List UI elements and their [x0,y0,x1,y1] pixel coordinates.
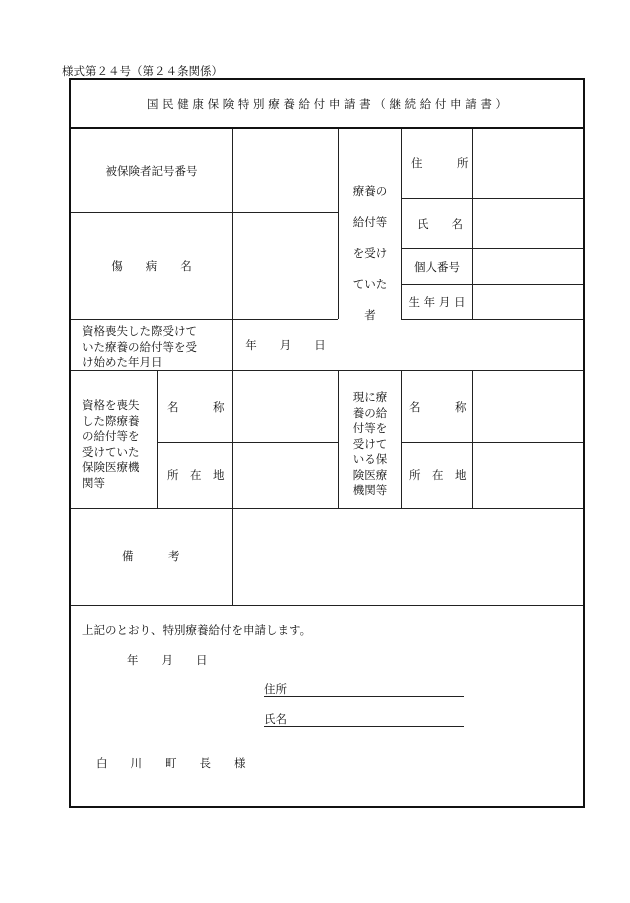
recipient-header-line: ていた [352,277,388,291]
prev-institution-label-line: した際療養 [82,413,140,428]
prev-institution-name-field[interactable] [233,371,337,441]
applicant-name-label: 氏名 [264,712,287,726]
insured-number-label: 被保険者記号番号 [105,163,198,178]
addressee: 白 川 町 長 様 [96,756,246,770]
personal-number-label: 個人番号 [414,259,460,274]
recipient-header-line: を受け [352,246,388,260]
birth-date-field[interactable] [473,285,582,318]
injury-name-label: 傷 病 名 [111,259,192,273]
grid-line [401,319,583,320]
prev-institution-label-line: の給付等を [82,429,140,443]
prev-institution-name-label: 名 称 [167,400,225,414]
injury-name-field[interactable] [233,213,337,318]
remarks-label: 備 考 [122,549,180,563]
grid-line [157,370,158,508]
recipient-header-line: 給付等 [352,215,388,229]
loss-date-label [82,324,197,371]
current-institution-label [339,390,401,499]
insured-number-field[interactable] [233,130,337,211]
loss-date-label-line: け始めた年月日 [82,355,163,369]
current-institution-label-line: 養の給 [352,405,388,420]
form-number: 様式第２４号（第２４条関係） [62,64,223,78]
prev-institution-label-line: 資格を喪失 [82,398,140,412]
recipient-name-field[interactable] [473,199,582,247]
declaration-text: 上記のとおり、特別療養給付を申請します。 [82,623,312,637]
grid-line [71,605,583,606]
remarks-field[interactable] [233,509,582,604]
current-institution-label-line: 険医療 [352,467,388,482]
applicant-address-line[interactable] [264,696,464,697]
recipient-address-label: 住 所 [411,156,469,170]
current-institution-location-label: 所 在 地 [409,468,467,482]
current-institution-label-line: 付等を [352,421,388,435]
current-institution-name-field[interactable] [473,371,582,441]
loss-date-field[interactable]: 年 月 日 [245,338,326,352]
recipient-header-line: 者 [364,308,376,322]
prev-institution-label-line: 保険医療機 [82,460,140,474]
prev-institution-location-field[interactable] [233,443,337,507]
prev-institution-label-line: 関等 [82,475,105,490]
loss-date-label-line: いた療養の給付等を受 [82,339,197,354]
prev-institution-location-label: 所 在 地 [167,468,225,482]
current-institution-label-line: 機関等 [352,483,388,497]
current-institution-label-line: 受けて [352,436,388,451]
current-institution-label-line: いる保 [352,452,388,466]
form-title: 国 民 健 康 保 険 特 別 療 養 給 付 申 請 書 （ 継 続 給 付 申 請 書 ） [146,97,508,111]
recipient-header [339,176,401,331]
current-institution-label-line: 現に療 [352,390,388,404]
current-institution-location-field[interactable] [473,443,582,507]
prev-institution-label [82,398,140,491]
current-institution-name-label: 名 称 [409,400,467,414]
birth-date-label: 生 年 月 日 [408,295,466,309]
applicant-name-line[interactable] [264,726,464,727]
prev-institution-label-line: 受けていた [82,444,140,459]
recipient-address-field[interactable] [473,130,582,197]
personal-number-field[interactable] [473,249,582,283]
grid-line [401,370,402,508]
recipient-name-label: 氏 名 [417,217,463,231]
recipient-header-line: 療養の [352,184,388,198]
applicant-address-label: 住所 [264,682,287,696]
loss-date-label-line: 資格喪失した際受けて [82,324,197,338]
application-date[interactable]: 年 月 日 [127,653,208,667]
